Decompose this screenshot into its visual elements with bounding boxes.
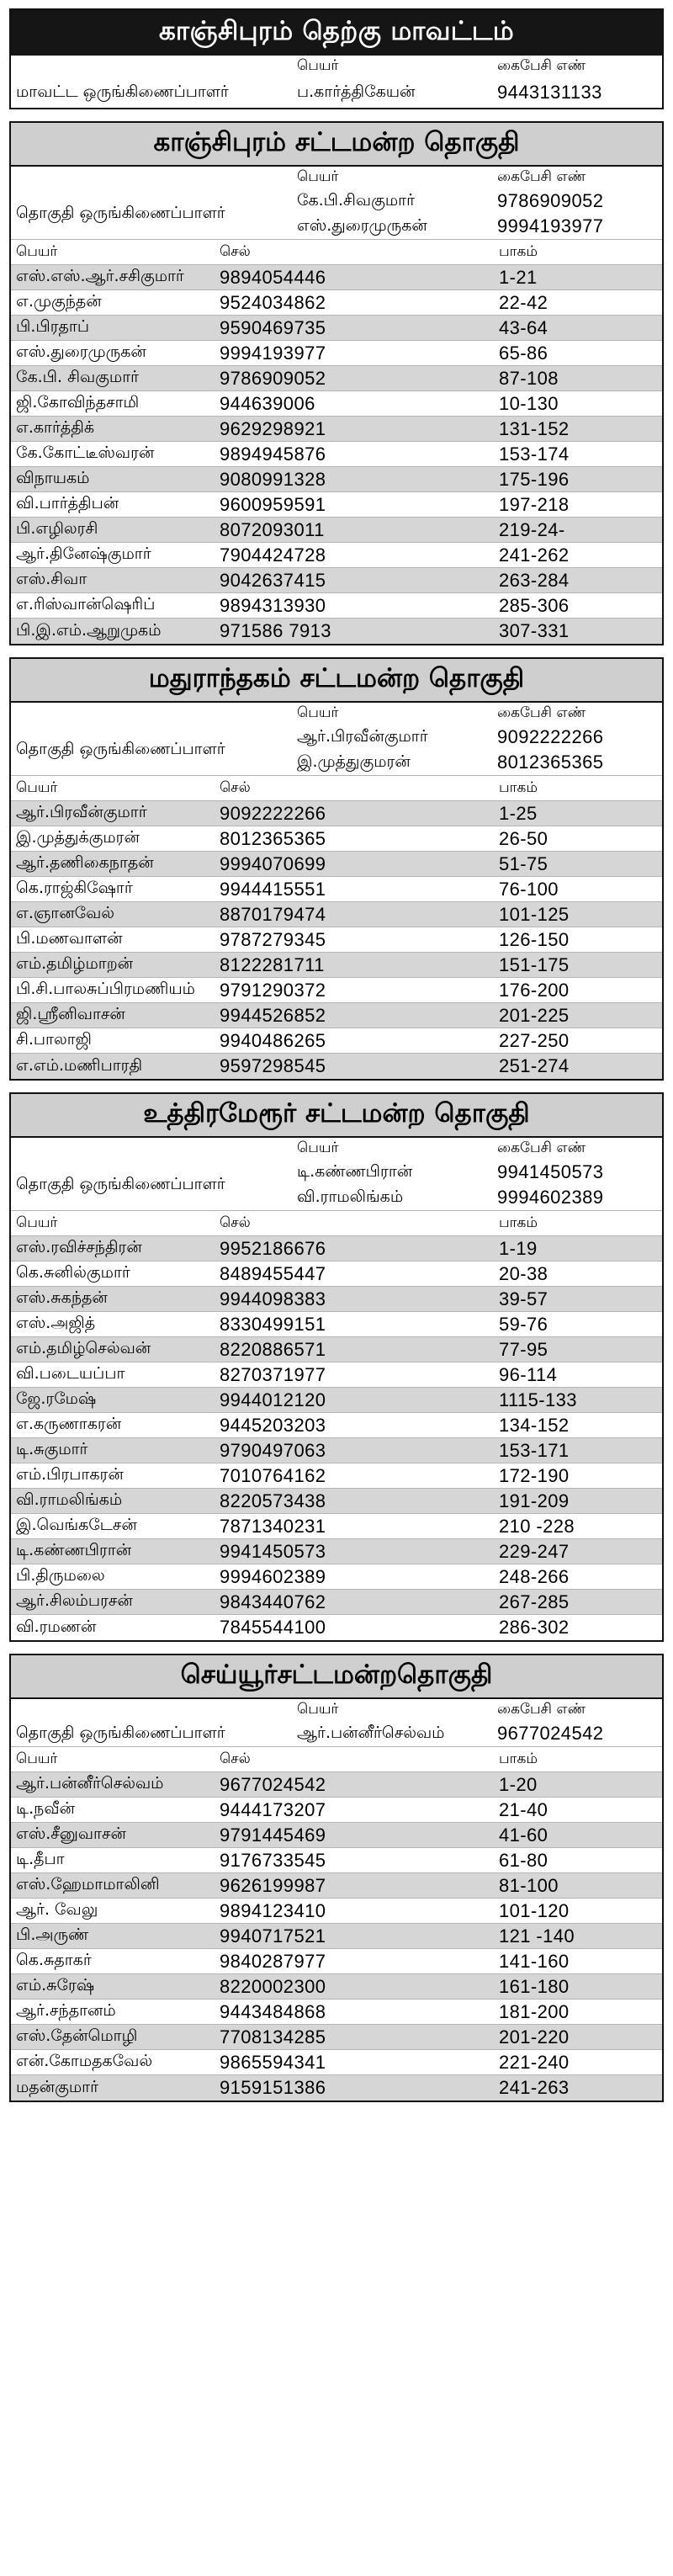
row-part: 26-50	[499, 827, 548, 849]
table-row	[11, 543, 662, 568]
row-cell: 9590469735	[220, 316, 326, 338]
coordinator-head-name: பெயர்	[297, 704, 339, 721]
coordinator-phone: 9677024542	[497, 1723, 604, 1744]
row-name: கே.பி. சிவகுமார்	[16, 368, 140, 386]
row-part: 181-200	[499, 2000, 570, 2022]
row-name: எ.எம்.மணிபாரதி	[16, 1055, 143, 1075]
row-part: 1-25	[499, 802, 538, 824]
row-cell: 9677024542	[220, 1773, 326, 1795]
row-name: எஸ்.அஜித்	[16, 1314, 96, 1332]
row-part: 126-150	[499, 928, 570, 950]
row-name: எ.கார்த்திக்	[16, 418, 94, 437]
coordinator-name: டி.கண்ணபிரான்	[297, 1161, 413, 1181]
table-row	[11, 1539, 662, 1564]
row-name: எஸ்.ஹேமாமாலினி	[16, 1875, 160, 1893]
row-cell: 9444173207	[220, 1798, 326, 1820]
col-cell-header: செல்	[220, 242, 251, 260]
row-name: ஜே.ரமேஷ்	[16, 1389, 97, 1408]
row-cell: 9952186676	[220, 1237, 326, 1259]
coordinator-entry	[297, 189, 662, 214]
coordinator-entry	[297, 1185, 662, 1210]
table-row	[11, 442, 662, 467]
row-part: 227-250	[499, 1029, 570, 1051]
table-row	[11, 1974, 662, 2000]
constituency-title: உத்திரமேரூர் சட்டமன்ற தொகுதி	[11, 1094, 662, 1138]
coordinator-head-row	[11, 1138, 662, 1160]
coordinator-block	[11, 703, 662, 776]
row-name: ஆர்.சந்தானம்	[16, 2001, 116, 2020]
row-part: 267-285	[499, 1591, 570, 1612]
coordinator-head-phone: கைபேசி எண்	[497, 168, 586, 185]
row-name: பி.அருண்	[16, 1925, 89, 1944]
table-header	[11, 1211, 662, 1236]
row-name: வி.ரமணன்	[16, 1617, 97, 1636]
table-row	[11, 1590, 662, 1615]
row-cell: 9894054446	[220, 266, 326, 288]
row-name: கெ.ராஜ்கிஷோர்	[16, 879, 133, 897]
row-name: சி.பாலாஜி	[16, 1030, 92, 1049]
district-head-row	[11, 56, 662, 77]
row-part: 76-100	[499, 878, 559, 900]
row-cell: 9944012120	[220, 1389, 326, 1410]
col-part-header: பாகம்	[499, 778, 538, 796]
coordinator-head-row	[11, 703, 662, 725]
table-row	[11, 1924, 662, 1949]
row-part: 221-240	[499, 2051, 570, 2073]
row-name: எஸ்.சுகந்தன்	[16, 1288, 108, 1307]
table-row	[11, 417, 662, 442]
constituency-box	[9, 121, 664, 645]
row-part: 210 -228	[499, 1515, 575, 1537]
row-part: 1-19	[499, 1237, 538, 1259]
row-cell: 9840287977	[220, 1950, 326, 1972]
row-part: 307-331	[499, 620, 570, 641]
coordinator-head-name: பெயர்	[297, 1701, 339, 1718]
table-row	[11, 978, 662, 1003]
row-part: 201-220	[499, 2026, 570, 2048]
row-cell: 8270371977	[220, 1363, 326, 1385]
coordinator-head-row	[11, 1699, 662, 1721]
row-name: ஆர்.சிலம்பரசன்	[16, 1591, 133, 1610]
row-name: எஸ்.ரவிச்சந்திரன்	[16, 1238, 142, 1256]
table-row	[11, 518, 662, 543]
district-head-name: பெயர்	[297, 57, 339, 74]
row-name: பி.இ.எம்.ஆறுமுகம்	[16, 620, 162, 640]
table-row	[11, 1848, 662, 1873]
row-cell: 9524034862	[220, 291, 326, 313]
row-cell: 8220573438	[220, 1490, 326, 1511]
row-name: எ.கருணாகரன்	[16, 1415, 122, 1433]
row-name: பி.மணவாளன்	[16, 929, 123, 948]
row-name: பி.எழிலரசி	[16, 519, 98, 538]
row-name: ஆர்.தினேஷ்குமார்	[16, 544, 151, 563]
row-cell: 9626199987	[220, 1874, 326, 1896]
row-cell: 9080991328	[220, 468, 326, 490]
col-name-header: பெயர்	[16, 242, 58, 260]
row-part: 121 -140	[499, 1925, 575, 1947]
coordinator-phone: 9941450573	[497, 1161, 604, 1182]
row-cell: 7708134285	[220, 2026, 326, 2048]
table-row	[11, 902, 662, 927]
row-name: எஸ்.சிவா	[16, 570, 87, 588]
table-row	[11, 1564, 662, 1590]
row-name: பி.பிரதாப்	[16, 317, 89, 336]
table-row	[11, 1413, 662, 1438]
row-cell: 9791290372	[220, 979, 326, 1001]
row-name: எஸ்.துரைமுருகன்	[16, 343, 146, 361]
col-name-header: பெயர்	[16, 1750, 58, 1767]
row-part: 251-274	[499, 1055, 570, 1076]
table-row	[11, 1287, 662, 1312]
district-head-phone: கைபேசி எண்	[497, 57, 586, 74]
constituency-title: மதுராந்தகம் சட்டமன்ற தொகுதி	[11, 659, 662, 703]
col-name-header: பெயர்	[16, 1214, 58, 1231]
table-row	[11, 927, 662, 953]
row-cell: 8122281711	[220, 953, 325, 975]
row-name: இ.முத்துக்குமரன்	[16, 828, 140, 847]
row-cell: 9629298921	[220, 417, 326, 439]
row-cell: 9786909052	[220, 367, 326, 389]
row-part: 20-38	[499, 1262, 548, 1284]
coordinator-head-row	[11, 167, 662, 189]
table-row	[11, 1514, 662, 1539]
row-cell: 9944098383	[220, 1288, 326, 1309]
coordinator-entry	[297, 1160, 662, 1185]
row-name: ஆர்.தணிகைநாதன்	[16, 853, 154, 872]
row-name: எம்.சுரேஷ்	[16, 1976, 95, 1994]
table-row	[11, 467, 662, 492]
table-row	[11, 1949, 662, 1974]
district-coordinator-phone: 9443131133	[497, 82, 602, 103]
row-part: 39-57	[499, 1288, 548, 1309]
table-row	[11, 826, 662, 852]
row-part: 22-42	[499, 291, 548, 313]
row-cell: 9994193977	[220, 342, 326, 364]
row-part: 172-190	[499, 1464, 570, 1486]
constituency-box	[9, 1654, 664, 2102]
row-cell: 9843440762	[220, 1591, 326, 1612]
table-row	[11, 801, 662, 826]
row-cell: 9944526852	[220, 1004, 326, 1026]
coordinator-head-phone: கைபேசி எண்	[497, 704, 586, 721]
district-coordinator-name: ப.கார்த்திகேயன்	[297, 82, 416, 101]
row-cell: 9787279345	[220, 928, 326, 950]
table-row	[11, 852, 662, 877]
row-cell: 9944415551	[220, 878, 326, 900]
row-name: விநாயகம்	[16, 469, 90, 487]
row-part: 176-200	[499, 979, 570, 1001]
row-cell: 9894313930	[220, 594, 326, 616]
col-part-header: பாகம்	[499, 1214, 538, 1231]
row-part: 96-114	[499, 1363, 558, 1385]
row-cell: 7010764162	[220, 1464, 326, 1486]
row-name: ஜி.ஸ்ரீனிவாசன்	[16, 1005, 125, 1023]
coordinator-phone: 9092222266	[497, 726, 604, 747]
row-cell: 7904424728	[220, 544, 326, 566]
row-part: 175-196	[499, 468, 570, 490]
coordinator-head-phone: கைபேசி எண்	[497, 1139, 586, 1156]
row-cell: 8220002300	[220, 1975, 326, 1997]
coordinator-block	[11, 1699, 662, 1747]
row-part: 241-263	[499, 2077, 570, 2098]
row-name: கே.கோட்டீஸ்வரன்	[16, 443, 155, 462]
row-name: எம்.தமிழ்செல்வன்	[16, 1339, 151, 1357]
coordinator-head-name: பெயர்	[297, 168, 339, 185]
row-cell: 9894123410	[220, 1899, 326, 1921]
row-part: 1115-133	[499, 1389, 577, 1410]
coordinator-block	[11, 1138, 662, 1211]
table-row	[11, 1463, 662, 1489]
row-part: 141-160	[499, 1950, 570, 1972]
row-part: 43-64	[499, 316, 548, 338]
row-name: வி.ராமலிங்கம்	[16, 1490, 123, 1509]
row-part: 263-284	[499, 569, 570, 591]
row-part: 10-130	[499, 392, 559, 414]
row-name: ஜி.கோவிந்தசாமி	[16, 393, 140, 412]
table-header	[11, 1747, 662, 1772]
row-cell: 9941450573	[220, 1540, 326, 1562]
row-name: எஸ்.தேன்மொழி	[16, 2026, 138, 2045]
coordinator-phone: 9994602389	[497, 1187, 604, 1208]
row-cell: 9791445469	[220, 1824, 326, 1846]
row-part: 101-125	[499, 903, 570, 925]
coordinator-entry	[297, 750, 662, 775]
coordinator-phone: 9994193977	[497, 215, 604, 236]
district-title: காஞ்சிபுரம் தெற்கு மாவட்டம்	[11, 10, 662, 56]
table-row	[11, 1261, 662, 1287]
constituency-sections	[9, 121, 664, 2102]
coordinator-label: தொகுதி ஒருங்கிணைப்பாளர்	[16, 739, 225, 758]
row-name: ஆர்.பிரவீன்குமார்	[16, 803, 147, 821]
row-cell: 9176733545	[220, 1849, 326, 1871]
row-name: எ.முகுந்தன்	[16, 292, 102, 311]
table-row	[11, 1873, 662, 1899]
row-name: டி.சுகுமார்	[16, 1440, 88, 1458]
coordinator-label: தொகுதி ஒருங்கிணைப்பாளர்	[16, 1723, 225, 1742]
table-row	[11, 265, 662, 290]
row-cell: 9994602389	[220, 1565, 326, 1587]
row-name: டி.கண்ணபிரான்	[16, 1541, 132, 1559]
row-name: டி.நவீன்	[16, 1799, 75, 1818]
row-cell: 944639006	[220, 392, 315, 414]
row-name: மதன்குமார்	[16, 2077, 99, 2096]
row-name: எ.ஞானவேல்	[16, 904, 115, 922]
row-name: பி.திருமலை	[16, 1566, 105, 1585]
row-part: 201-225	[499, 1004, 570, 1026]
coordinator-block	[11, 167, 662, 240]
row-cell: 9159151386	[220, 2077, 326, 2098]
row-cell: 7871340231	[220, 1515, 326, 1537]
table-row	[11, 341, 662, 366]
row-part: 286-302	[499, 1617, 570, 1638]
row-part: 51-75	[499, 852, 548, 874]
coordinator-name: ஆர்.பன்னீர்செல்வம்	[297, 1723, 445, 1742]
row-cell: 9042637415	[220, 569, 326, 591]
row-cell: 8012365365	[220, 827, 326, 849]
table-row	[11, 1388, 662, 1413]
row-name: வி.பார்த்திபன்	[16, 494, 119, 513]
table-row	[11, 492, 662, 518]
coordinator-entry	[297, 214, 662, 239]
coordinator-head-phone: கைபேசி எண்	[497, 1701, 586, 1718]
table-row	[11, 1054, 662, 1079]
table-row	[11, 877, 662, 902]
row-cell: 9865594341	[220, 2051, 326, 2073]
row-name: எஸ்.எஸ்.ஆர்.சசிகுமார்	[16, 267, 184, 285]
constituency-title: காஞ்சிபுரம் சட்டமன்ற தொகுதி	[11, 123, 662, 167]
row-cell: 9597298545	[220, 1055, 326, 1076]
row-part: 153-174	[499, 443, 570, 465]
table-row	[11, 1438, 662, 1463]
row-part: 285-306	[499, 594, 570, 616]
row-part: 1-20	[499, 1773, 538, 1795]
table-row	[11, 1236, 662, 1261]
row-cell: 9445203203	[220, 1414, 326, 1436]
table-row	[11, 2075, 662, 2101]
table-row	[11, 391, 662, 417]
row-name: டி.தீபா	[16, 1850, 65, 1868]
district-coordinator-row	[11, 77, 662, 108]
table-row	[11, 1028, 662, 1054]
row-part: 87-108	[499, 367, 559, 389]
row-name: எம்.பிரபாகரன்	[16, 1465, 124, 1484]
row-name: எ.ரிஸ்வான்ஷெரிப்	[16, 595, 156, 613]
row-cell: 8489455447	[220, 1262, 326, 1284]
table-header	[11, 776, 662, 801]
row-name: கெ.சுதாகர்	[16, 1951, 92, 1969]
row-cell: 7845544100	[220, 1617, 326, 1638]
row-cell: 8072093011	[220, 518, 325, 540]
row-name: ஆர்.பன்னீர்செல்வம்	[16, 1774, 164, 1793]
table-row	[11, 2025, 662, 2050]
row-cell: 8330499151	[220, 1313, 326, 1335]
row-name: இ.வெங்கடேசன்	[16, 1516, 137, 1534]
table-row	[11, 1798, 662, 1823]
row-part: 151-175	[499, 953, 570, 975]
row-cell: 9790497063	[220, 1439, 326, 1461]
table-row	[11, 1312, 662, 1337]
row-name: எஸ்.சீனுவாசன்	[16, 1824, 126, 1843]
coordinator-label: தொகுதி ஒருங்கிணைப்பாளர்	[16, 203, 225, 222]
coordinator-label: தொகுதி ஒருங்கிணைப்பாளர்	[16, 1174, 225, 1193]
constituency-title: செய்யூர்சட்டமன்றதொகுதி	[11, 1655, 662, 1699]
row-part: 59-76	[499, 1313, 548, 1335]
row-part: 21-40	[499, 1798, 548, 1820]
row-part: 77-95	[499, 1338, 548, 1360]
row-cell: 9940486265	[220, 1029, 326, 1051]
row-cell: 8220886571	[220, 1338, 326, 1360]
row-name: என்.கோமதகவேல்	[16, 2052, 153, 2070]
row-part: 197-218	[499, 493, 570, 515]
coordinator-entry	[297, 725, 662, 750]
coordinator-name: இ.முத்துகுமரன்	[297, 752, 411, 771]
coordinator-name: கே.பி.சிவகுமார்	[297, 190, 416, 210]
table-row	[11, 2050, 662, 2075]
district-coordinator-label: மாவட்ட ஒருங்கிணைப்பாளர்	[16, 82, 229, 101]
row-cell: 9443484868	[220, 2000, 326, 2022]
table-row	[11, 1489, 662, 1514]
row-part: 191-209	[499, 1490, 570, 1511]
col-part-header: பாகம்	[499, 1750, 538, 1767]
coordinator-head-name: பெயர்	[297, 1139, 339, 1156]
row-name: வி.படையப்பா	[16, 1364, 125, 1383]
district-box	[9, 8, 664, 109]
row-part: 101-120	[499, 1899, 570, 1921]
table-row	[11, 619, 662, 644]
row-part: 161-180	[499, 1975, 570, 1997]
table-row	[11, 316, 662, 341]
row-cell: 9940717521	[220, 1925, 326, 1947]
row-cell: 9600959591	[220, 493, 326, 515]
row-part: 1-21	[499, 266, 538, 288]
row-name: கெ.சுனில்குமார்	[16, 1263, 130, 1282]
table-row	[11, 1772, 662, 1798]
table-row	[11, 568, 662, 593]
table-row	[11, 366, 662, 391]
coordinator-name: ஆர்.பிரவீன்குமார்	[297, 726, 428, 746]
row-cell: 971586 7913	[220, 620, 331, 641]
row-cell: 9092222266	[220, 802, 326, 824]
row-part: 241-262	[499, 544, 570, 566]
table-row	[11, 1003, 662, 1028]
row-name: எம்.தமிழ்மாறன்	[16, 954, 134, 973]
row-name: ஆர். வேலு	[16, 1900, 98, 1919]
table-header	[11, 240, 662, 265]
row-cell: 8870179474	[220, 903, 326, 925]
row-part: 219-24-	[499, 518, 565, 540]
table-row	[11, 1615, 662, 1640]
row-part: 229-247	[499, 1540, 570, 1562]
col-cell-header: செல்	[220, 1750, 251, 1767]
row-cell: 9894945876	[220, 443, 326, 465]
col-cell-header: செல்	[220, 778, 251, 796]
table-row	[11, 1362, 662, 1388]
coordinator-phone: 9786909052	[497, 190, 604, 211]
table-row	[11, 2000, 662, 2025]
coordinator-name: வி.ராமலிங்கம்	[297, 1187, 404, 1206]
col-cell-header: செல்	[220, 1214, 251, 1231]
row-part: 153-171	[499, 1439, 570, 1461]
row-part: 61-80	[499, 1849, 548, 1871]
row-part: 81-100	[499, 1874, 559, 1896]
col-part-header: பாகம்	[499, 242, 538, 260]
col-name-header: பெயர்	[16, 778, 58, 796]
coordinator-name: எஸ்.துரைமுருகன்	[297, 215, 427, 235]
row-part: 41-60	[499, 1824, 548, 1846]
table-row	[11, 1823, 662, 1848]
table-row	[11, 290, 662, 316]
table-row	[11, 593, 662, 619]
row-cell: 9994070699	[220, 852, 326, 874]
row-part: 131-152	[499, 417, 570, 439]
constituency-box	[9, 657, 664, 1081]
table-row	[11, 953, 662, 978]
row-part: 248-266	[499, 1565, 570, 1587]
coordinator-entry	[297, 1721, 662, 1746]
row-part: 65-86	[499, 342, 548, 364]
row-name: பி.சி.பாலசுப்பிரமணியம்	[16, 980, 195, 998]
coordinator-phone: 8012365365	[497, 752, 604, 773]
constituency-box	[9, 1092, 664, 1642]
table-row	[11, 1899, 662, 1924]
table-row	[11, 1337, 662, 1362]
row-part: 134-152	[499, 1414, 570, 1436]
